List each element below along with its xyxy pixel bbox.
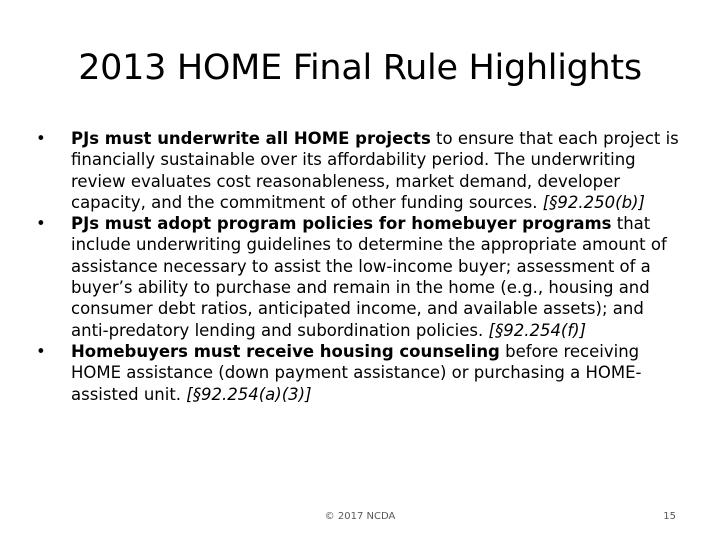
bullet-citation: [§92.250(b)] (542, 192, 645, 212)
footer-copyright: © 2017 NCDA (324, 511, 396, 522)
bullet-text: before receiving HOME assistance (down payment assistance) or purchasing a HOME-assisted unit. (71, 341, 642, 404)
bullet-icon: • (36, 129, 46, 148)
bullet-citation: [§92.254(a)(3)] (186, 384, 312, 404)
bullet-item-underwriting (36, 128, 686, 213)
bullet-bold-text: PJs must adopt program policies for homebuyer programs (71, 214, 612, 234)
bullet-list (36, 128, 686, 405)
slide-title: 2013 HOME Final Rule Highlights (78, 48, 642, 88)
page-number: 15 (663, 511, 676, 522)
bullet-bold-text: PJs must underwrite all HOME projects (71, 129, 431, 148)
bullet-icon: • (36, 214, 46, 234)
bullet-bold-text: Homebuyers must receive housing counseling (71, 341, 500, 361)
bullet-item-homebuyer-policies (36, 213, 686, 341)
bullet-item-housing-counseling (36, 341, 686, 405)
bullet-citation: [§92.254(f)] (488, 320, 587, 340)
bullet-icon: • (36, 341, 46, 361)
bullet-text: that include underwriting guidelines to determine the appropriate amount of assistance necessary to assist the low-income buyer; assessment of a buyer’s ability to purchase and remain in the home (e.g., housing and consumer debt ratios, anticipated income, and available assets); and anti-predatory lending and subordination policies. (71, 214, 667, 340)
bullet-text: to ensure that each project is financially sustainable over its affordability period. The underwriting review evaluates cost reasonableness, market demand, developer capacity, and the commitment of other funding sources. (71, 129, 679, 212)
